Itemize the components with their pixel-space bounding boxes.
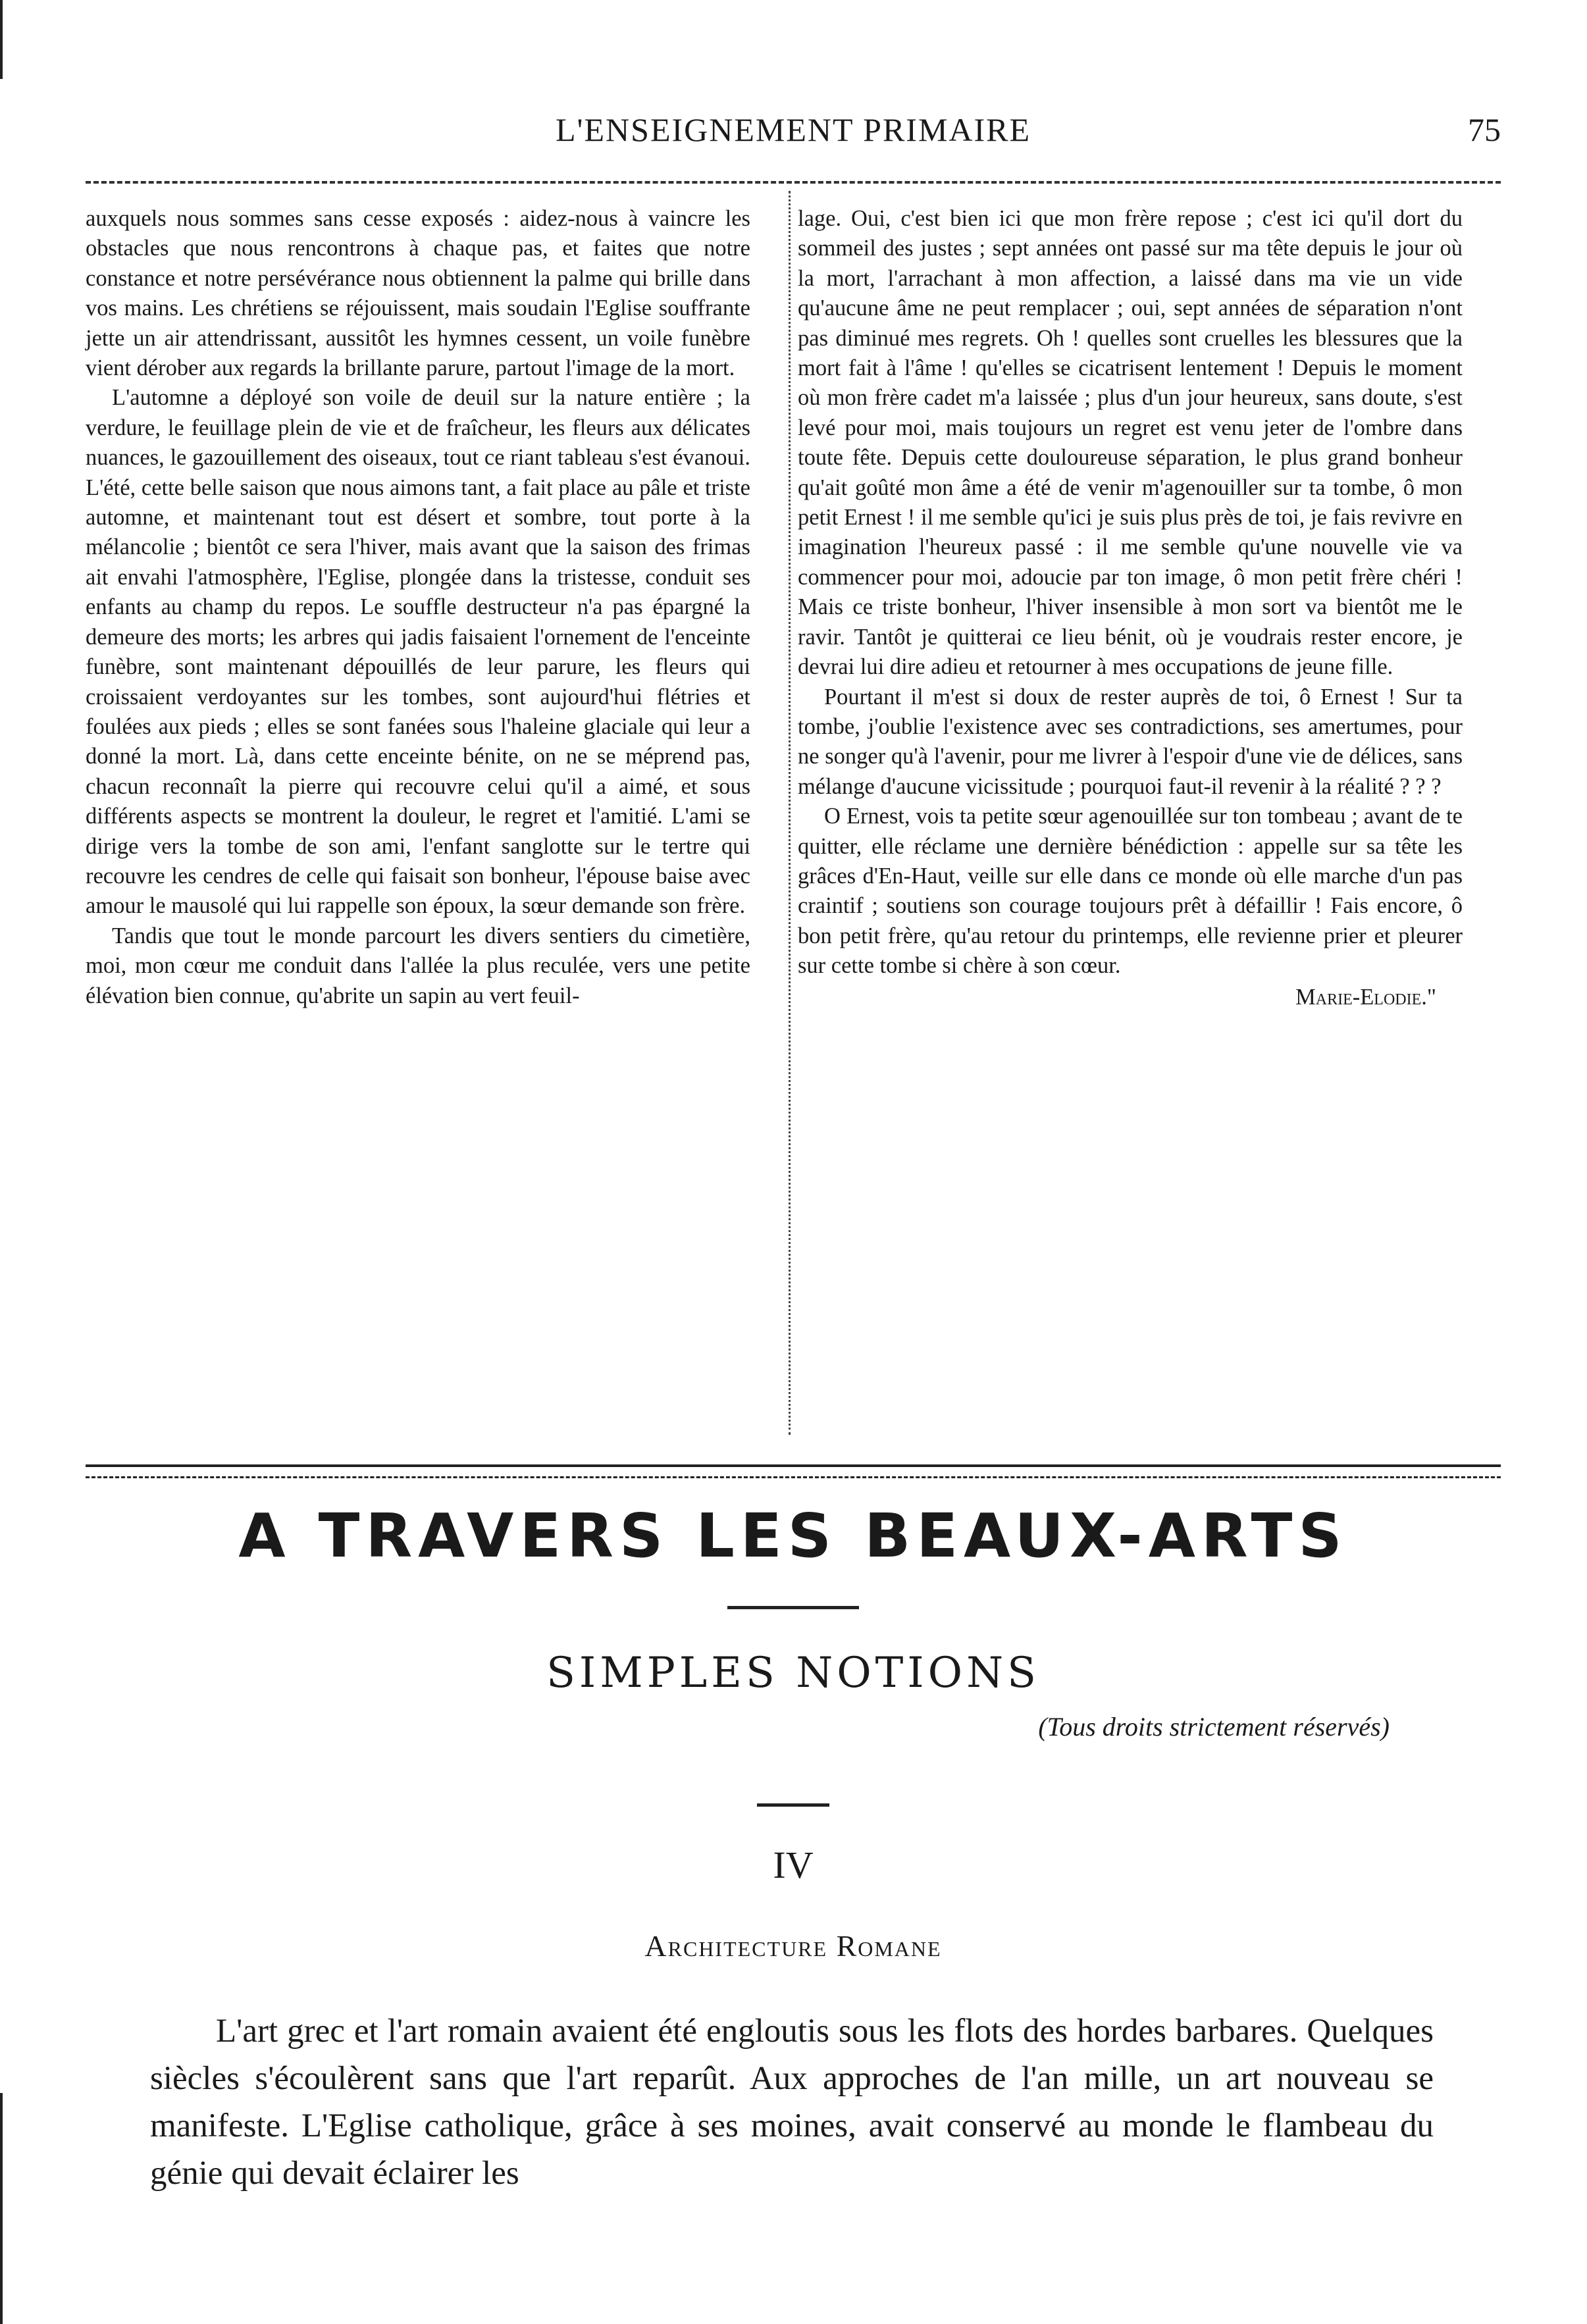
title-rule: [727, 1606, 859, 1609]
article-body: [150, 2007, 1434, 2197]
page-edge-mark: [0, 2093, 3, 2324]
paragraph: Pourtant il m'est si doux de rester auprès de toi, ô Ernest ! Sur ta tombe, j'oublie l'existence avec ses contradictions, ses amertumes, pour ne songer qu'à l'avenir, pour me livrer à l'espoir d'une vie de délices, sans mélange d'aucune vicissitude ; pourquoi faut-il revenir à la réalité ? ? ?: [798, 684, 1463, 799]
running-header: [86, 105, 1501, 158]
paragraph: O Ernest, vois ta petite sœur agenouillée sur ton tombeau ; avant de te quitter, elle réclame une dernière bénédiction : appelle sur sa tête les grâces d'En-Haut, veille sur elle dans ce monde où elle marche d'un pas craintif ; soutiens son courage toujours prêt à défaillir ! Fais encore, ô bon petit frère, qu'au retour du printemps, elle revienne prier et pleurer sur cette tombe si chère à son cœur.: [798, 804, 1463, 979]
left-column: [86, 204, 750, 1011]
rights-note: (Tous droits strictement réservés): [1038, 1712, 1390, 1742]
chapter-title: Architecture Romane: [644, 1929, 942, 1963]
paragraph: Tandis que tout le monde parcourt les divers sentiers du cimetière, moi, mon cœur me conduit dans l'allée la plus reculée, vers une petite élévation bien connue, qu'abrite un sapin au vert feuil-: [86, 923, 750, 1008]
running-title: L'ENSEIGNEMENT PRIMAIRE: [555, 111, 1031, 148]
page-number: 75: [1468, 111, 1501, 148]
signature: Marie-Elodie.": [1295, 984, 1436, 1010]
section-subtitle: SIMPLES NOTIONS: [546, 1649, 1040, 1697]
paragraph: auxquels nous sommes sans cesse exposés : aidez-nous à vaincre les obstacles que nous rencontrons à chaque pas, et faites que notre constance et notre persévérance nous obtiennent la palme qui brille dans vos mains. Les chrétiens se réjouissent, mais soudain l'Eglise souffrante jette un air attendrissant, aussitôt les hymnes cessent, un voile funèbre vient dérober aux regards la brillante parure, partout l'image de la mort.: [86, 206, 750, 381]
subtitle-rule: [757, 1803, 829, 1807]
paragraph: lage. Oui, c'est bien ici que mon frère repose ; c'est ici qu'il dort du sommeil des justes ; sept années ont passé sur ma tête depuis le jour où la mort, l'arrachant à mon affection, a laissé dans ma vie un vide qu'aucune âme ne peut remplacer ; oui, sept années de séparation n'ont pas diminué mes regrets. Oh ! quelles sont cruelles les blessures que la mort fait à l'âme ! qu'elles se cicatrisent lentement ! Depuis le moment où mon frère cadet m'a laissée ; plus d'un jour heureux, sans doute, s'est levé pour moi, mais toujours un regret est venu jeter de l'ombre dans toute fête. Depuis cette douloureuse séparation, le plus grand bonheur qu'ait goûté mon âme a été de venir m'agenouiller sur ta tombe, ô mon petit Ernest ! il me semble qu'ici je suis plus près de toi, je fais revivre en imagination l'heureux passé : il me semble qu'une nouvelle vie va commencer pour moi, adoucie par ton image, ô mon petit frère chéri ! Mais ce triste bonheur, l'hiver insensible à mon sort va bientôt me le ravir. Tantôt je quitterai ce lieu bénit, où je voudrais rester encore, je devrai lui dire adieu et retourner à mes occupations de jeune fille.: [798, 206, 1463, 680]
paragraph: L'automne a déployé son voile de deuil sur la nature entière ; la verdure, le feuillage plein de vie et de fraîcheur, les fleurs aux délicates nuances, le gazouillement des oiseaux, tout ce riant tableau s'est évanoui. L'été, cette belle saison que nous aimons tant, a fait place au pâle et triste automne, et maintenant tout est désert et sombre, tout porte à la mélancolie ; bientôt ce sera l'hiver, mais avant que la saison des frimas ait envahi l'atmosphère, l'Eglise, plongée dans la tristesse, conduit ses enfants au champ du repos. Le souffle destructeur n'a pas épargné la demeure des morts; les arbres qui jadis faisaient l'ornement de l'enceinte funèbre, sont maintenant dépouillés de leur parure, les fleurs qui croissaient verdoyantes sur les tombes, sont aujourd'hui flétries et foulées aux pieds ; elles se sont fanées sous l'haleine glaciale qui leur a donné la mort. Là, dans cette enceinte bénite, on ne se méprend pas, chacun reconnaît la pierre qui recouvre celui qu'il a aimé, et sous différents aspects se montrent la douleur, le regret et l'amitié. L'ami se dirige vers la tombe de son ami, l'enfant sanglotte sur le tertre qui recouvre les cendres de celle qui faisait son bonheur, l'épouse baise avec amour le mausolé qui lui rappelle son époux, la sœur demande son frère.: [86, 385, 750, 919]
chapter-number: IV: [773, 1844, 814, 1886]
paragraph: L'art grec et l'art romain avaient été engloutis sous les flots des hordes barbares. Quelques siècles s'écoulèrent sans que l'art reparût. Aux approches de l'an mille, un art nouveau se manifeste. L'Eglise catholique, grâce à ses moines, avait conservé au monde le flambeau du génie qui devait éclairer les: [150, 2013, 1434, 2192]
header-rule: [86, 181, 1501, 184]
section-separator: [86, 1464, 1501, 1478]
section-title: A TRAVERS LES BEAUX-ARTS: [238, 1501, 1348, 1571]
right-column: [798, 204, 1463, 1012]
column-divider: [789, 191, 791, 1435]
page-edge-mark: [0, 0, 3, 79]
